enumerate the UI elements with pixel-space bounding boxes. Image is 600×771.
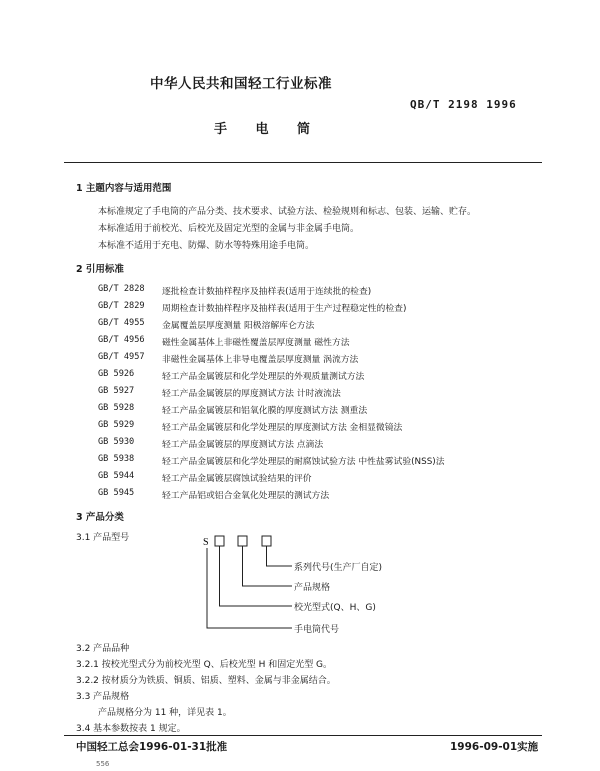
reference-code: GB/T 4955 (98, 318, 145, 328)
reference-title: 轻工产品金属镀层腐蚀试验结果的评价 (162, 474, 312, 484)
section-2-heading: 2 引用标准 (76, 264, 124, 275)
section-1-heading: 1 主题内容与适用范围 (76, 183, 172, 194)
subsection-3-1: 3.1 产品型号 (76, 533, 130, 543)
reference-code: GB 5930 (98, 437, 135, 447)
reference-code: GB 5945 (98, 488, 135, 498)
reference-title: 轻工产品金属镀层和化学处理层的耐腐蚀试验方法 中性盐雾试验(NSS)法 (162, 457, 445, 467)
reference-title: 轻工产品金属镀层和铝氧化膜的厚度测试方法 测重法 (162, 406, 368, 416)
reference-code: GB 5944 (98, 471, 135, 481)
diagram-label-flashlight-code: 手电筒代号 (294, 625, 340, 635)
section-1-paragraph: 本标准规定了手电筒的产品分类、技术要求、试验方法、检验规则和标志、包装、运输、贮存。 (98, 207, 477, 217)
reference-title: 周期检查计数抽样程序及抽样表(适用于生产过程稳定性的检查) (162, 304, 407, 314)
header-rule (64, 162, 542, 163)
approval-date: 中国轻工总会1996-01-31批准 (76, 741, 228, 753)
subsection-3-2: 3.2 产品品种 (76, 644, 130, 654)
subsection-3-2-1: 3.2.1 按校光型式分为前校光型 Q、后校光型 H 和固定光型 G。 (76, 660, 333, 670)
diagram-box-2 (238, 536, 247, 546)
reference-title: 轻工产品金属镀层和化学处理层的外观质量测试方法 (162, 372, 365, 382)
document-title: 手 电 筒 (214, 122, 323, 137)
diagram-box-3 (262, 536, 271, 546)
subsection-3-3-text: 产品规格分为 11 种，详见表 1。 (98, 708, 232, 718)
effective-date: 1996-09-01实施 (450, 741, 539, 753)
reference-code: GB/T 4956 (98, 335, 145, 345)
diagram-box-1 (215, 536, 224, 546)
reference-title: 轻工产品金属镀层的厚度测试方法 点滴法 (162, 440, 324, 450)
diagram-leader-focus (220, 546, 293, 606)
reference-code: GB 5938 (98, 454, 135, 464)
section-1-paragraph: 本标准适用于前校光、后校光及固定光型的金属与非金属手电筒。 (98, 224, 360, 234)
footer-rule (64, 735, 542, 736)
subsection-3-4: 3.4 基本参数按表 1 规定。 (76, 724, 186, 734)
reference-title: 轻工产品铝或铝合金氧化处理层的测试方法 (162, 491, 330, 501)
reference-title: 轻工产品金属镀层和化学处理层的厚度测试方法 金相显微镜法 (162, 423, 403, 433)
reference-code: GB/T 4957 (98, 352, 145, 362)
reference-title: 磁性金属基体上非磁性覆盖层厚度测量 磁性方法 (162, 338, 350, 348)
reference-code: GB 5926 (98, 369, 135, 379)
reference-title: 金属覆盖层厚度测量 阳极溶解库仑方法 (162, 321, 315, 331)
reference-code: GB 5929 (98, 420, 135, 430)
diagram-prefix-s: S (203, 537, 209, 548)
issuing-body-title: 中华人民共和国轻工行业标准 (150, 76, 332, 92)
reference-title: 逐批检查计数抽样程序及抽样表(适用于连续批的检查) (162, 287, 372, 297)
diagram-label-series: 系列代号(生产厂自定) (294, 563, 383, 573)
section-3-heading: 3 产品分类 (76, 512, 124, 523)
subsection-3-2-2: 3.2.2 按材质分为铁质、铜质、铝质、塑料、金属与非金属结合。 (76, 676, 336, 686)
reference-code: GB 5928 (98, 403, 135, 413)
diagram-label-spec: 产品规格 (294, 583, 331, 593)
reference-code: GB/T 2828 (98, 284, 145, 294)
model-code-diagram (196, 534, 436, 644)
diagram-label-focus-type: 校光型式(Q、H、G) (294, 603, 376, 613)
page-number: 556 (96, 760, 110, 768)
diagram-leader-series (267, 546, 293, 566)
section-1-paragraph: 本标准不适用于充电、防爆、防水等特殊用途手电筒。 (98, 241, 315, 251)
reference-title: 非磁性金属基体上非导电覆盖层厚度测量 涡流方法 (162, 355, 359, 365)
reference-code: GB/T 2829 (98, 301, 145, 311)
subsection-3-3: 3.3 产品规格 (76, 692, 130, 702)
reference-code: GB 5927 (98, 386, 135, 396)
standard-number: QB/T 2198 1996 (410, 98, 517, 111)
reference-title: 轻工产品金属镀层的厚度测试方法 计时液流法 (162, 389, 341, 399)
